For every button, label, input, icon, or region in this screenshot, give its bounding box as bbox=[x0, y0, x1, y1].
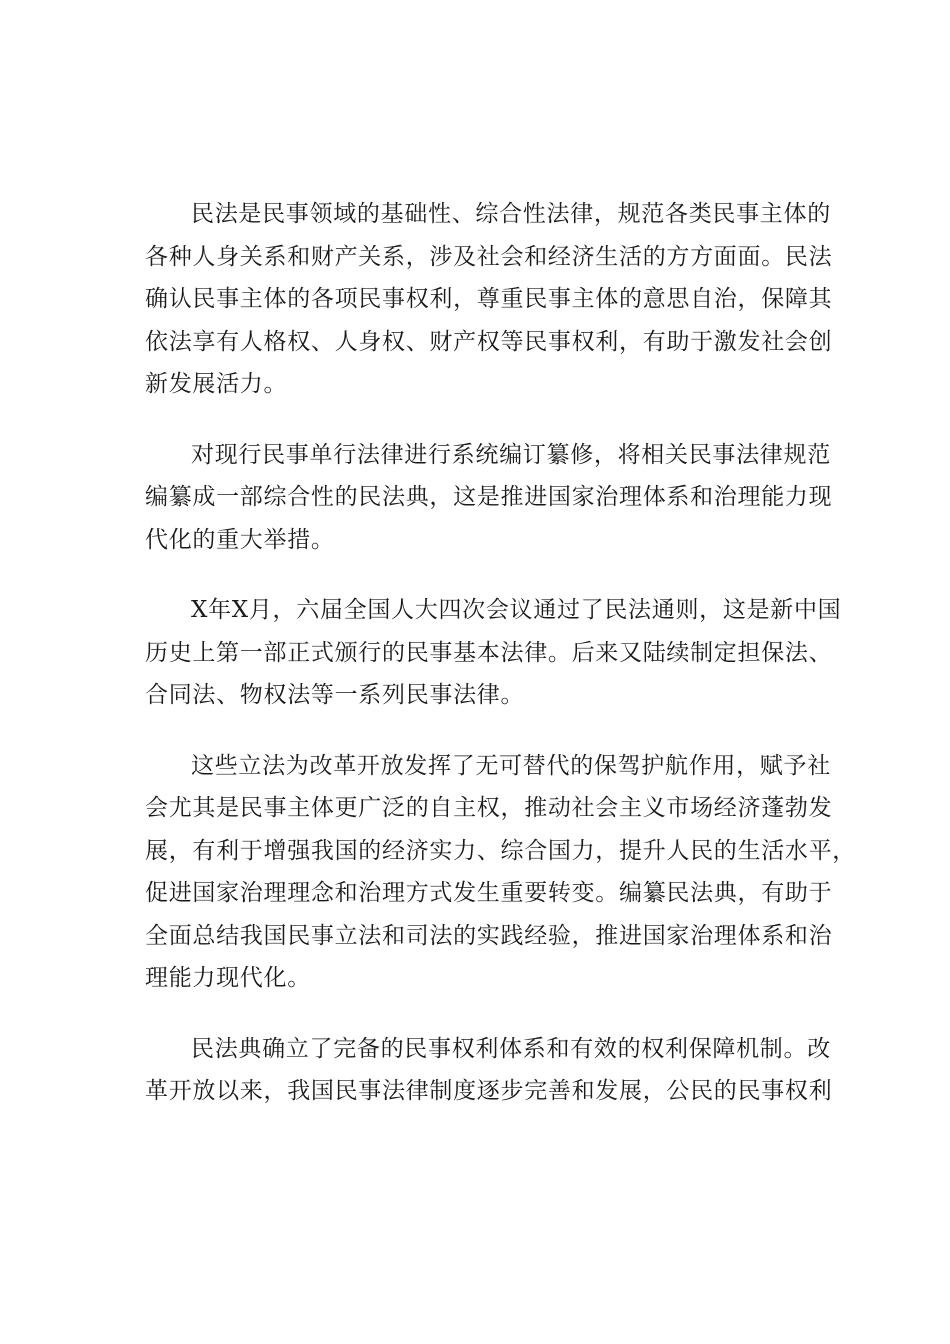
text-line: 各种人身关系和财产关系，涉及社会和经济生活的方方面面。民法 bbox=[145, 243, 833, 270]
paragraph-3 bbox=[145, 589, 842, 717]
text-line: 展，有利于增强我国的经济实力、综合国力，提升人民的生活水平， bbox=[145, 837, 856, 864]
document-body bbox=[145, 193, 856, 1141]
text-line: 民法典确立了完备的民事权利体系和有效的权利保障机制。改 bbox=[191, 1035, 831, 1062]
paragraph-5 bbox=[145, 1028, 833, 1113]
text-line: 编纂成一部综合性的民法典，这是推进国家治理体系和治理能力现 bbox=[145, 484, 833, 510]
text-line: 民法是民事领域的基础性、综合性法律，规范各类民事主体的 bbox=[191, 201, 831, 227]
text-line: 新发展活力。 bbox=[145, 371, 288, 397]
text-line: 代化的重大举措。 bbox=[145, 526, 335, 553]
text-line: 这些立法为改革开放发挥了无可替代的保驾护航作用，赋予社 bbox=[191, 752, 831, 779]
text-line: 对现行民事单行法律进行系统编订纂修，将相关民事法律规范 bbox=[191, 441, 831, 468]
text-line: 合同法、物权法等一系列民事法律。 bbox=[145, 682, 525, 708]
text-line: 依法享有人格权、人身权、财产权等民事权利，有助于激发社会创 bbox=[145, 328, 833, 355]
text-line: X年X月，六届全国人大四次会议通过了民法通则，这是新中国 bbox=[191, 597, 842, 623]
text-line: 历史上第一部正式颁行的民事基本法律。后来又陆续制定担保法、 bbox=[145, 639, 833, 666]
text-line: 全面总结我国民事立法和司法的实践经验，推进国家治理体系和治 bbox=[145, 922, 833, 949]
text-line: 革开放以来，我国民事法律制度逐步完善和发展，公民的民事权利 bbox=[145, 1078, 833, 1104]
text-line: 理能力现代化。 bbox=[145, 965, 311, 991]
paragraph-4 bbox=[145, 745, 856, 1000]
text-line: 会尤其是民事主体更广泛的自主权，推动社会主义市场经济蓬勃发 bbox=[145, 795, 833, 821]
text-line: 确认民事主体的各项民事权利，尊重民事主体的意思自治，保障其 bbox=[145, 286, 833, 312]
paragraph-2 bbox=[145, 434, 833, 562]
text-line: 促进国家治理理念和治理方式发生重要转变。编纂民法典，有助于 bbox=[145, 880, 833, 906]
paragraph-1 bbox=[145, 193, 833, 406]
